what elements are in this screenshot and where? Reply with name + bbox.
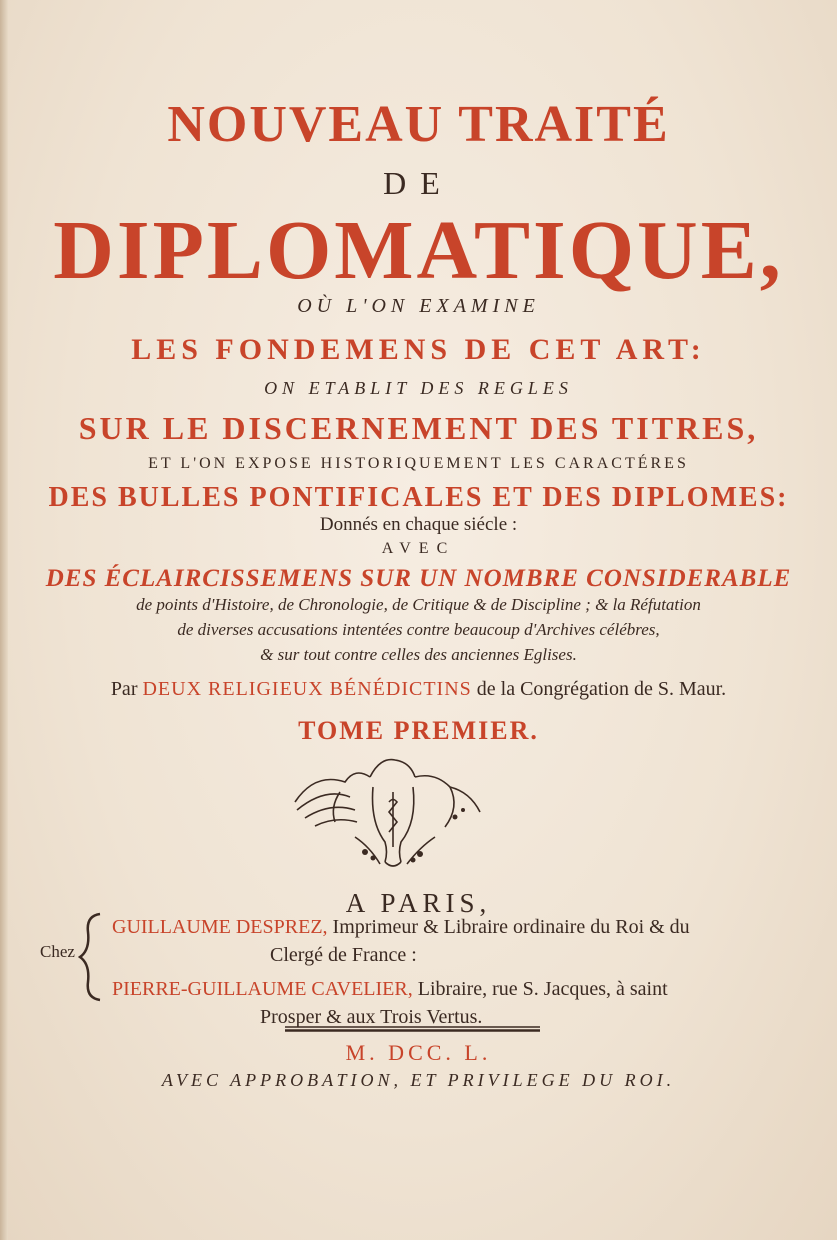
subtitle-line-2: LES FONDEMENS DE CET ART: (131, 333, 706, 366)
subtitle-line-4: SUR LE DISCERNEMENT DES TITRES, (78, 410, 759, 446)
double-rule-divider (285, 1026, 540, 1032)
authors-par: Par (110, 678, 138, 700)
printer-1-line-2: Clergé de France : (270, 944, 417, 966)
authors-names: DEUX RELIGIEUX BÉNÉDICTINS (142, 678, 472, 700)
subtitle-line-11: de diverses accusations intentées contre beaucoup d'Archives célébres, (177, 620, 660, 639)
publication-year: M. DCC. L. (345, 1040, 492, 1065)
printer-2-name: PIERRE-GUILLAUME CAVELIER, (112, 978, 413, 1000)
printer-1-name: GUILLAUME DESPREZ, (112, 916, 328, 938)
printer-1-rest: Imprimeur & Libraire ordinaire du Roi & du (332, 916, 690, 938)
imprint-chez: Chez (40, 942, 75, 961)
subtitle-line-3: ON ETABLIT DES REGLES (264, 378, 573, 398)
printer-2-line-2: Prosper & aux Trois Vertus. (260, 1006, 483, 1028)
imprint-city: A PARIS, (345, 888, 492, 918)
tome-label: TOME PREMIER. (298, 716, 539, 745)
subtitle-line-12: & sur tout contre celles des anciennes Eglises. (260, 645, 577, 664)
printer-1-line-1 (112, 916, 690, 939)
ornament-vignette-icon (285, 752, 490, 877)
title-line-1: NOUVEAU TRAITÉ (167, 96, 670, 153)
subtitle-line-5: ET L'ON EXPOSE HISTORIQUEMENT LES CARACTÉRES (148, 455, 689, 472)
privilege-line: AVEC APPROBATION, ET PRIVILEGE DU ROI. (161, 1070, 676, 1090)
subtitle-line-9: DES ÉCLAIRCISSEMENS SUR UN NOMBRE CONSIDERABLE (45, 565, 792, 592)
subtitle-line-10: de points d'Histoire, de Chronologie, de Critique & de Discipline ; & la Réfutation (136, 595, 701, 614)
subtitle-line-7: Donnés en chaque siécle : (319, 514, 518, 535)
subtitle-line-6: DES BULLES PONTIFICALES ET DES DIPLOMES: (48, 482, 789, 513)
curly-brace-icon (78, 912, 104, 1002)
authors-rest: de la Congrégation de S. Maur. (476, 678, 727, 700)
authors-line (0, 678, 837, 701)
printer-2-line-1 (112, 978, 668, 1001)
title-de: DE (383, 165, 454, 201)
subtitle-line-1: OÙ L'ON EXAMINE (297, 295, 540, 317)
printer-2-rest: Libraire, rue S. Jacques, à saint (417, 978, 668, 1000)
title-line-2: DIPLOMATIQUE, (53, 204, 784, 297)
printer-block (40, 912, 800, 1032)
subtitle-line-8: AVEC (381, 540, 456, 557)
